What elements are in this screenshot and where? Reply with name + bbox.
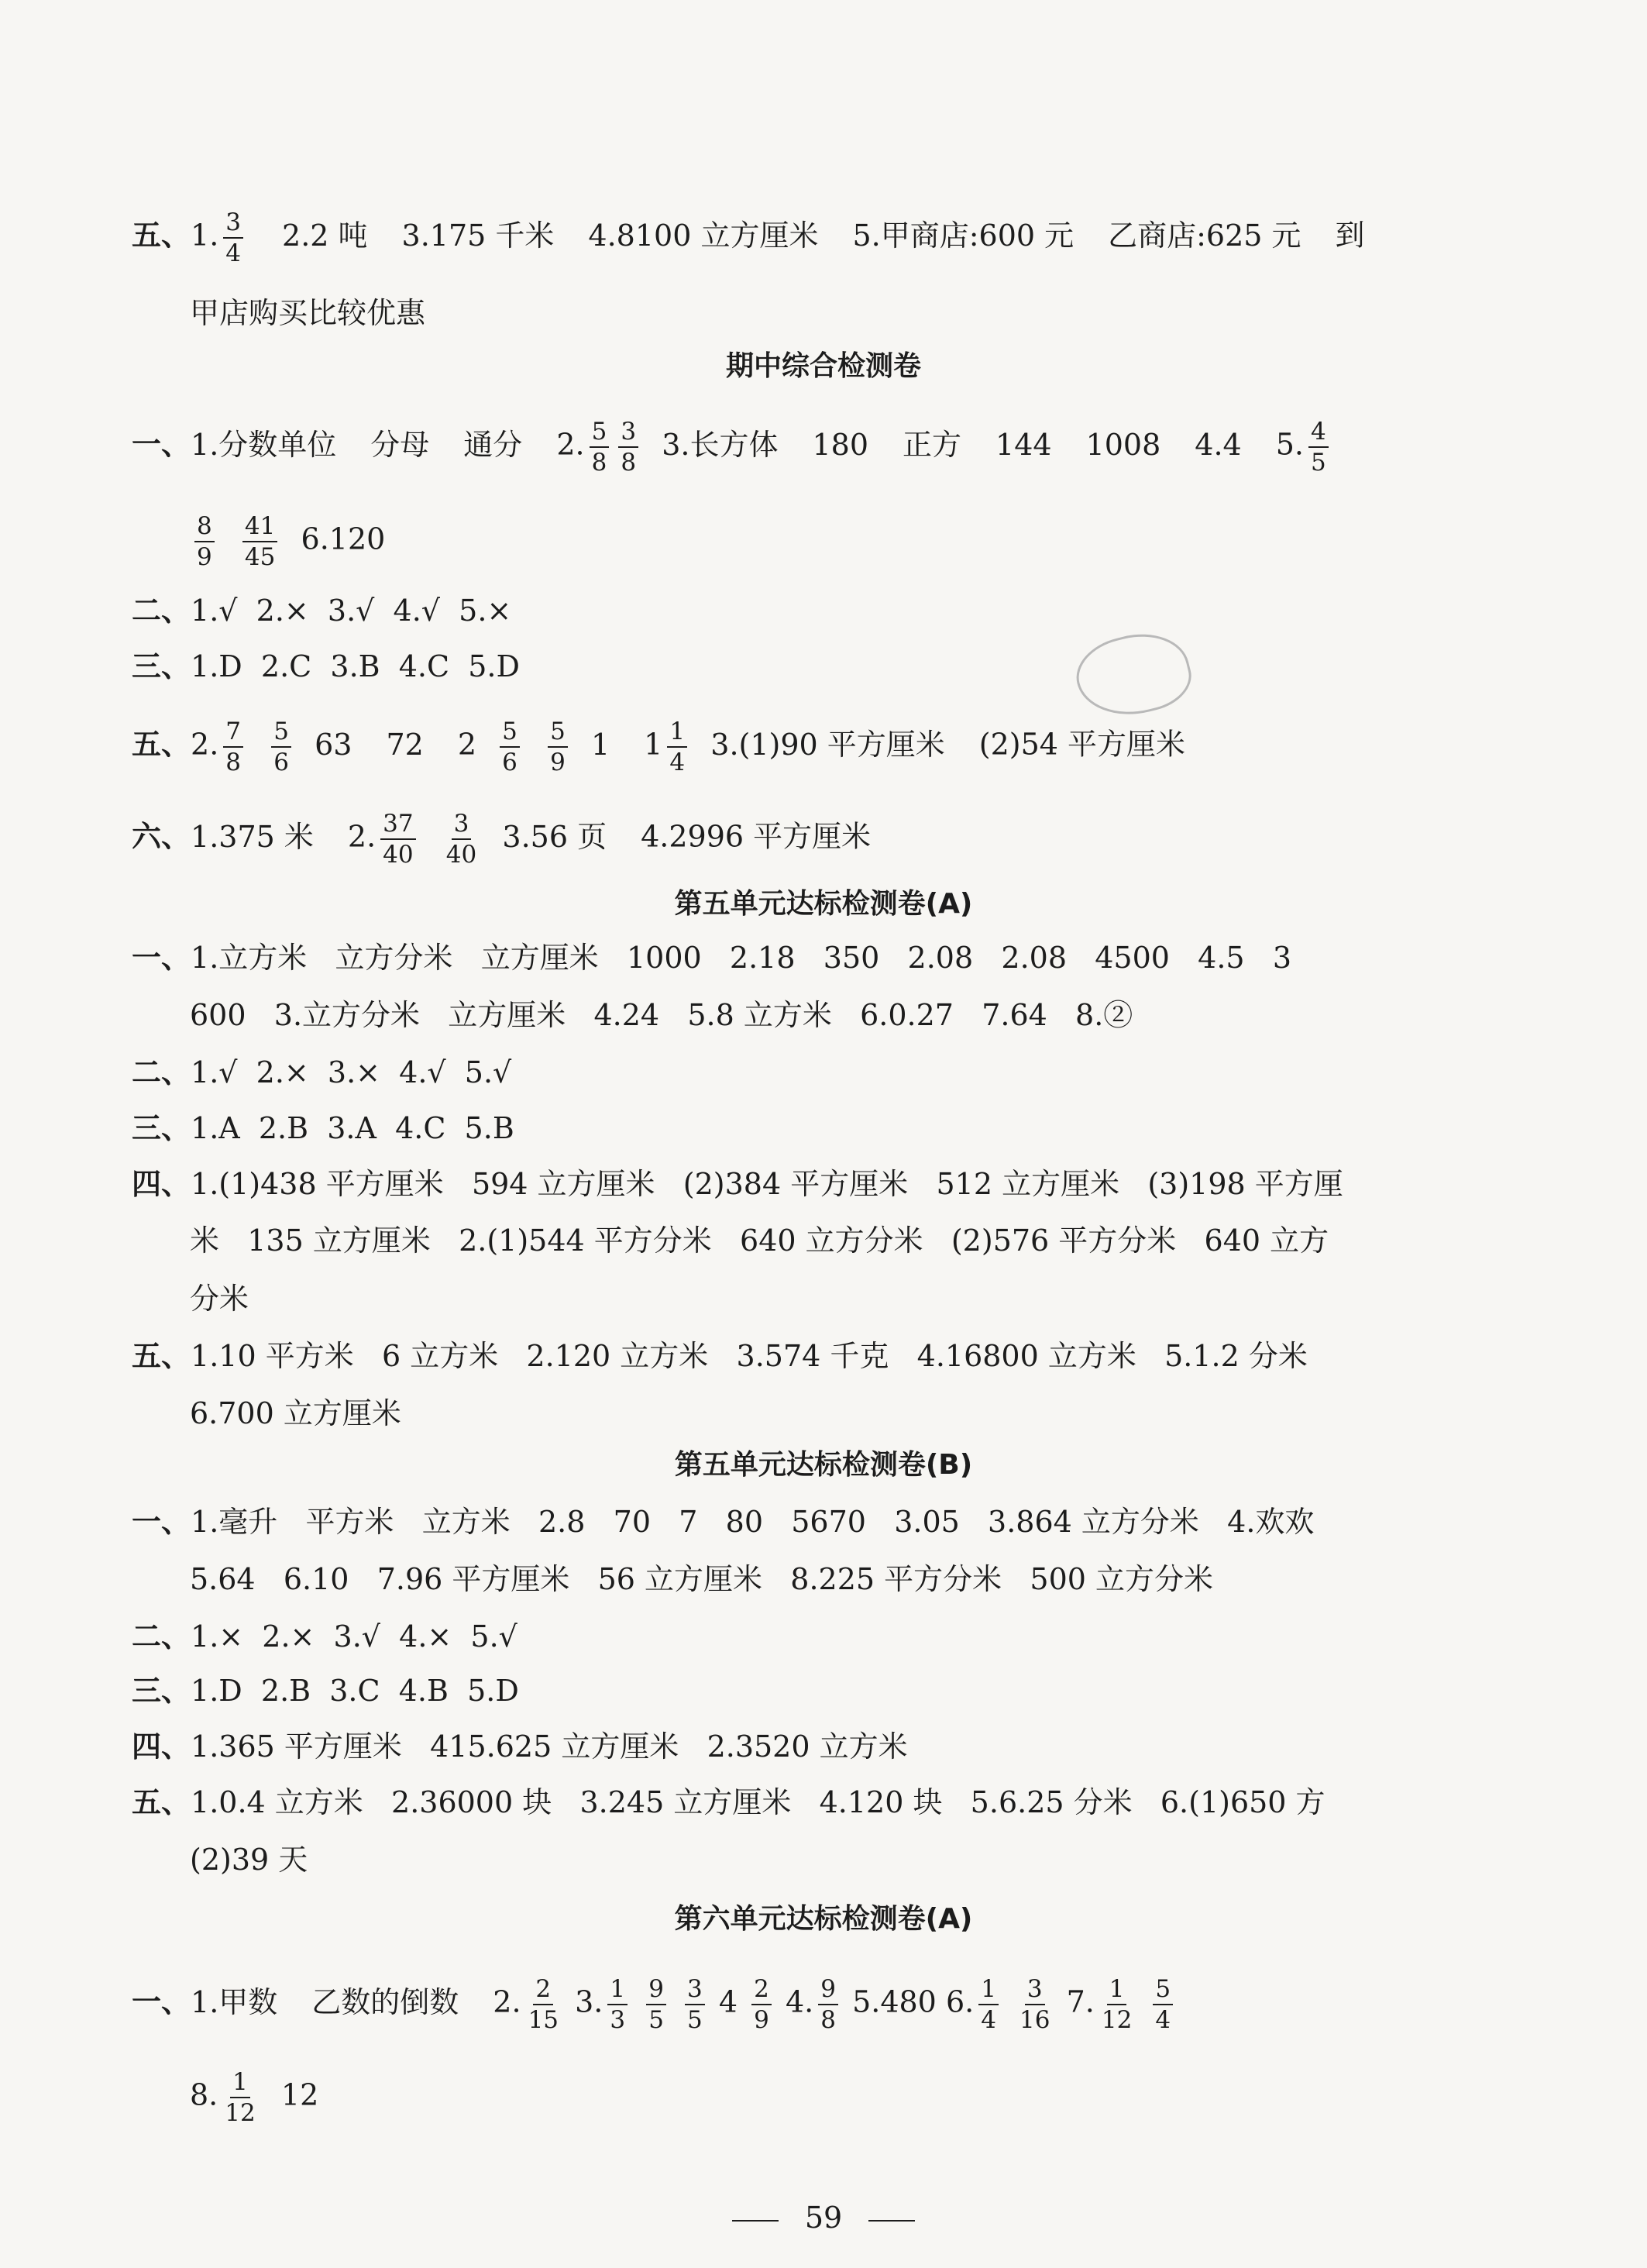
- fraction: $\frac{1}{12}$: [225, 2068, 256, 2127]
- answer-line: 三、1.D 2.C 3.B 4.C 5.D: [132, 649, 520, 683]
- section-heading: 第六单元达标检测卷(A): [674, 1903, 973, 1935]
- fraction: $\frac{41}{45}$: [242, 511, 277, 572]
- answer-line: 三、1.D 2.B 3.C 4.B 5.D: [132, 1674, 519, 1708]
- answer-line: 一、1.甲数 乙数的倒数 2. $\frac{2}{15}$ 3. $\frac{1}{3}$ $\frac{9}{5}$ $\frac{3}{5}$ 4 $\frac{2}{9}$ 4. $\frac{9}{8}$ 5.480 6. $\frac{1}{4}$ $\frac{3}{16}$ 7. $\frac{1}{12}$ $\frac{5}{4}$: [132, 1974, 1523, 2035]
- page-footer: [0, 2201, 1647, 2235]
- fraction: $\frac{5}{4}$: [1153, 1974, 1173, 2035]
- answer-line: 甲店购买比较优惠: [190, 296, 426, 330]
- fraction: $\frac{1}{4}$: [667, 717, 687, 777]
- answer-line: 米 135 立方厘米 2.(1)544 平方分米 640 立方分米 (2)576 平方分米 640 立方: [190, 1223, 1329, 1258]
- fraction: $\frac{2}{15}$: [528, 1975, 559, 2034]
- answer-line: 五、1.0.4 立方米 2.36000 块 3.245 立方厘米 4.120 块 5.6.25 分米 6.(1)650 方: [132, 1785, 1326, 1819]
- answer-line: 三、1.A 2.B 3.A 4.C 5.B: [132, 1111, 514, 1145]
- section-label: 五、: [132, 218, 191, 253]
- answer-line: 六、1.375 米 2. $\frac{37}{40}$ $\frac{3}{40}$ 3.56 页 4.2996 平方厘米: [132, 810, 872, 869]
- fraction: $\frac{4}{5}$: [1308, 417, 1329, 477]
- answer-line: 五、2. $\frac{7}{8}$ $\frac{5}{6}$ 63 72 2 $\frac{5}{6}$ $\frac{5}{9}$ 1 1 $\frac{1}{4}$ 3.(1)90 平方厘米 (2)54 平方厘米: [132, 718, 1186, 776]
- fraction: $\frac{5}{9}$: [548, 717, 568, 777]
- fraction: $\frac{1}{12}$: [1101, 1975, 1133, 2034]
- section-heading: 第五单元达标检测卷(B): [674, 1449, 973, 1481]
- section-heading: 期中综合检测卷: [725, 350, 921, 382]
- fraction: $\frac{1}{4}$: [978, 1974, 999, 2035]
- fraction: $\frac{3}{8}$: [618, 417, 638, 477]
- watermark-stamp-icon: [1069, 623, 1198, 727]
- answer-line: 二、1.√ 2.× 3.√ 4.√ 5.×: [132, 594, 512, 628]
- answer-line: 6.700 立方厘米: [190, 1396, 401, 1430]
- fraction: $\frac{5}{6}$: [500, 717, 520, 777]
- answer-line: 8. $\frac{1}{12}$ 12: [190, 2068, 319, 2127]
- fraction: $\frac{3}{5}$: [685, 1974, 705, 2035]
- fraction: $\frac{9}{8}$: [818, 1974, 838, 2035]
- answer-line: 600 3.立方分米 立方厘米 4.24 5.8 立方米 6.0.27 7.64 8.②: [190, 998, 1133, 1032]
- footer-dash: [732, 2220, 779, 2222]
- fraction: $\frac{3}{40}$: [445, 810, 477, 869]
- fraction: $\frac{5}{6}$: [271, 717, 291, 777]
- answer-line: 一、1.毫升 平方米 立方米 2.8 70 7 80 5670 3.05 3.864 立方分米 4.欢欢: [132, 1505, 1315, 1539]
- fraction: $\frac{37}{40}$: [380, 809, 415, 869]
- fraction: $\frac{1}{3}$: [607, 1974, 628, 2035]
- footer-dash: [868, 2220, 915, 2222]
- answer-line: 二、1.× 2.× 3.√ 4.× 5.√: [132, 1619, 517, 1654]
- answer-line: 五、1. $\frac{3}{4}$ 2.2 吨 3.175 千米 4.8100 立方厘米 5.甲商店:600 元 乙商店:625 元 到: [132, 208, 1365, 267]
- answer-line: 五、1.10 平方米 6 立方米 2.120 立方米 3.574 千克 4.16800 立方米 5.1.2 分米: [132, 1339, 1308, 1373]
- answer-line: 四、1.(1)438 平方厘米 594 立方厘米 (2)384 平方厘米 512 立方厘米 (3)198 平方厘: [132, 1167, 1343, 1201]
- answer-line: (2)39 天: [190, 1843, 308, 1877]
- page-number: 59: [804, 2201, 843, 2235]
- fraction: $\frac{2}{9}$: [751, 1974, 772, 2035]
- answer-line: $\frac{8}{9}$ $\frac{41}{45}$ 6.120: [190, 511, 1523, 572]
- answer-line: 分米: [190, 1282, 249, 1316]
- fraction: $\frac{7}{8}$: [223, 717, 243, 777]
- fraction: $\frac{5}{8}$: [590, 417, 610, 477]
- fraction: $\frac{3}{4}$: [223, 208, 243, 268]
- fraction: $\frac{9}{5}$: [646, 1974, 666, 2035]
- answer-line: 5.64 6.10 7.96 平方厘米 56 立方厘米 8.225 平方分米 500 立方分米: [190, 1562, 1214, 1596]
- answer-line: 四、1.365 平方厘米 415.625 立方厘米 2.3520 立方米: [132, 1729, 908, 1764]
- answer-line: 一、1.立方米 立方分米 立方厘米 1000 2.18 350 2.08 2.08 4500 4.5 3: [132, 941, 1292, 975]
- answer-line: 一、1.分数单位 分母 通分 2. $\frac{5}{8}$ $\frac{3}{8}$ 3.长方体 180 正方 144 1008 4.4 5. $\frac{4}{5}$: [132, 417, 1523, 477]
- answer-line: 二、1.√ 2.× 3.× 4.√ 5.√: [132, 1055, 512, 1089]
- section-heading: 第五单元达标检测卷(A): [674, 888, 973, 920]
- fraction: $\frac{8}{9}$: [194, 511, 215, 572]
- fraction: $\frac{3}{16}$: [1019, 1975, 1050, 2034]
